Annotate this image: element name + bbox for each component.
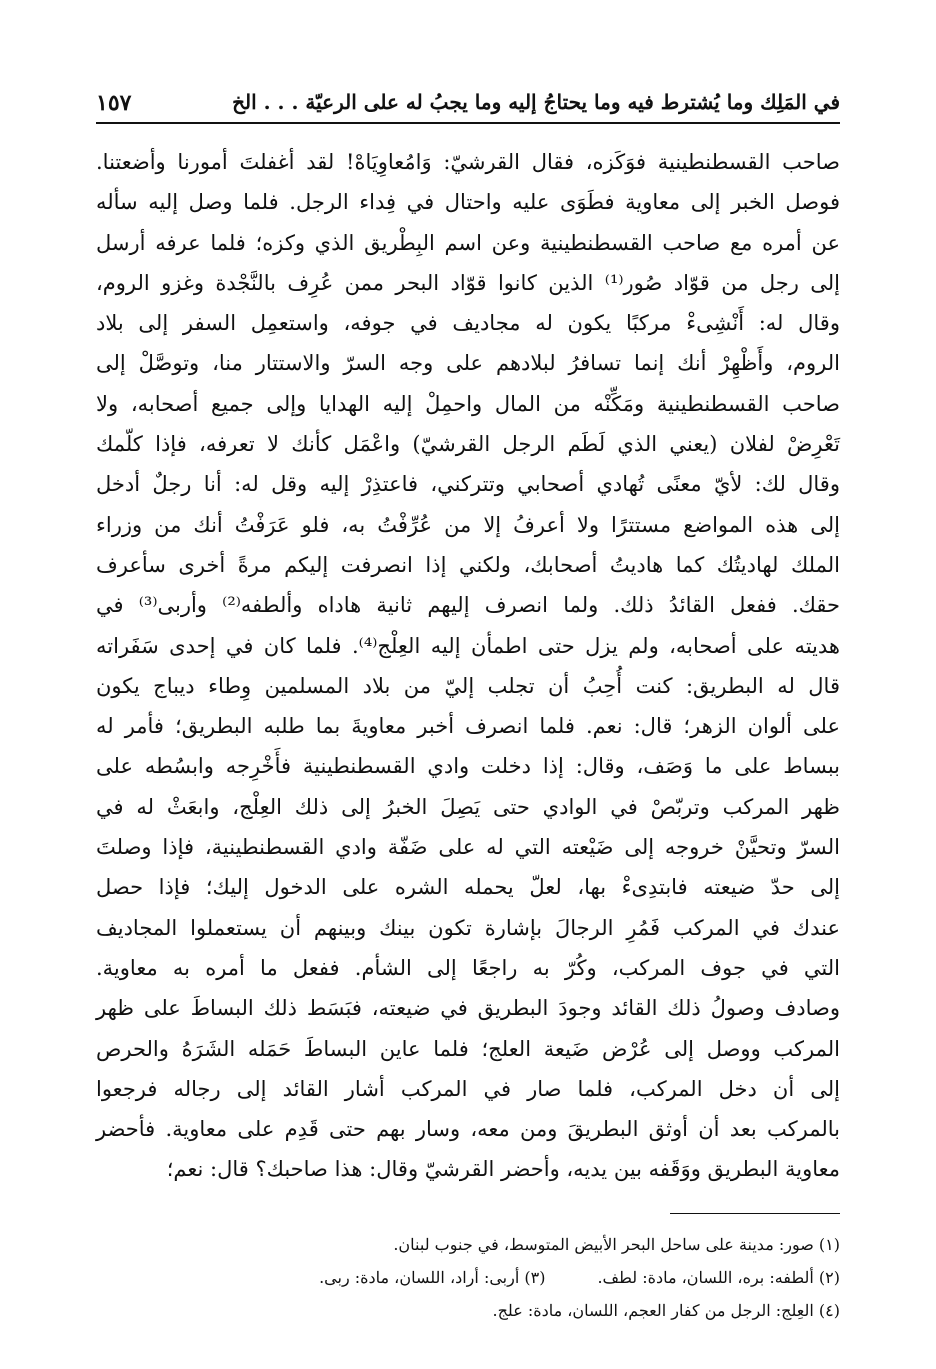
text-line: عن أمره مع صاحب القسطنطينية وعن اسم البِطْريق الذي وكزه؛ فلما عرفه أرسل (96, 230, 840, 255)
text-line: بالمركب بعد أن أوثق البطريقَ ومن معه، وسار بهم حتى قَدِم على معاوية. فأحضر (96, 1117, 840, 1142)
footnotes (96, 1228, 840, 1327)
text-line: وقال له: أَنْشِىءْ مركبًا يكون له مجاديف في جوفه، واستعمِل السفر إلى بلاد (96, 311, 840, 336)
text-line: قال له البطريق: كنت أُحِبُ أن تجلب إليّ من بلاد المسلمين وِطاء ديباج يكون (96, 673, 840, 698)
text-line: عندك في المركب فَمُرِ الرجالَ بإشارة تكون بينك وبينهم أن يستعملوا المجاديف (96, 915, 840, 940)
footnote-3: (٣) أربى: أراد، اللسان، مادة: ربى. (319, 1268, 546, 1287)
text-line: السرّ وتحيَّنْ خروجه إلى ضَيْعته التي له على ضَفّة وادي القسطنطينية، فإذا وصلتَ (96, 835, 840, 860)
text-line: ببساط على ما وَصَف، وقال: إذا دخلت وادي القسطنطينية فأَخْرِجه وابسُطه على (96, 754, 840, 779)
header-rule (96, 122, 840, 124)
body-text (96, 142, 840, 1190)
text-line: إلى حدّ ضيعته فابتدِىءْ بها، لعلّ يحمله الشره على الدخول إليك؛ فإذا حصل (96, 875, 840, 900)
text-line: إلى أن دخل المركب، فلما صار في المركب أشار القائد إلى رجاله فرجعوا (96, 1076, 840, 1101)
text-line: الروم، وأَظْهِرْ أنك إنما تسافرُ لبلادهم على وجه السرّ والاستتار منا، وتوصَّلْ إلى (96, 351, 840, 376)
text-line: حقك. ففعل القائدُ ذلك. ولما انصرف إليهم ثانية هاداه وألطفه⁽²⁾ وأربى⁽³⁾ في (96, 593, 840, 618)
text-line: إلى رجل من قوّاد صُور⁽¹⁾ الذين كانوا قوّاد البحر ممن عُرِف بالنَّجْدة وغزو الروم، (96, 270, 840, 295)
text-line: تَعْرِضْ لفلان (يعني الذي لَطَم الرجل القرشيّ) واعْمَل كأنك لا تعرفه، فإذا كلّمك (96, 432, 840, 457)
running-title: في المَلِك وما يُشترط فيه وما يحتاجُ إليه وما يجبُ له على الرعيّة . . . الخ (232, 90, 840, 114)
page-header (96, 88, 840, 124)
footnote-4: (٤) العِلج: الرجل من كفار العجم، اللسان، مادة: علج. (492, 1301, 840, 1320)
text-line: على ألوان الزهر؛ قال: نعم. فلما انصرف أخبر معاويةَ بما طلبه البطريق؛ فأمر له (96, 714, 840, 739)
text-line: هديته على أصحابه، ولم يزل حتى اطمأن إليه العِلْج⁽⁴⁾. فلما كان في إحدى سَفَراته (96, 633, 840, 658)
text-line: فوصل الخبر إلى معاوية فطَوَى عليه واحتال في فِداء الرجل. فلما وصل إليه سأله (96, 190, 840, 215)
footnote-row-2-3 (96, 1261, 840, 1294)
footnote-1: (١) صور: مدينة على ساحل البحر الأبيض المتوسط، في جنوب لبنان. (393, 1235, 840, 1254)
text-line: إلى هذه المواضع مستترًا ولا أعرفُ إلا من عُرِّفْتُ به، فلو عَرَفْتُ أنك من وزراء (96, 512, 840, 537)
text-line: ظهر المركب وتربّصْ في الوادي حتى يَصِلَ الخبرُ إلى ذلك العِلْج، وابعَثْ له في (96, 794, 840, 819)
page-number: ١٥٧ (96, 90, 132, 116)
text-line: الملك لهاديتُك كما هاديتُ أصحابك، ولكني إذا انصرفت إليكم مرةً أخرى سأعرف (96, 552, 840, 577)
text-line: صاحب القسطنطينية فوَكَزه، فقال القرشيّ: وَامُعاوِيَاهْ! لقد أغفلتَ أمورنا وأضعتنا. (96, 150, 840, 174)
text-line: وصادف وصولُ ذلك القائد وجودَ البطريق في ضيعته، فبَسَط ذلك البساطَ على ظهر (96, 996, 840, 1021)
text-line: معاوية البطريق ووَقَفه بين يديه، وأحضر القرشيّ وقال: هذا صاحبك؟ قال: نعم؛ (166, 1157, 840, 1182)
footnote-2: (٢) ألطفه: بره، اللسان، مادة: لطف. (597, 1268, 840, 1287)
text-line: صاحب القسطنطينية ومَكِّنْه من المال واحمِلْ إليه الهدايا وإلى جميع أصحابه، ولا (96, 391, 840, 416)
text-line: التي في جوف المركب، وكُرّ به راجعًا إلى الشأم. ففعل ما أمره به معاوية. (96, 955, 840, 980)
text-line: وقال لك: لأيّ معنًى تُهادي أصحابي وتتركني، فاعتذِرْ إليه وقل له: أنا رجلٌ أدخل (96, 472, 840, 497)
footnote-rule (670, 1213, 840, 1214)
text-line: المركب ووصل إلى عُرْض ضَيعة العلج؛ فلما عاين البساطَ حَمَله الشَرَهُ والحرص (96, 1036, 840, 1061)
